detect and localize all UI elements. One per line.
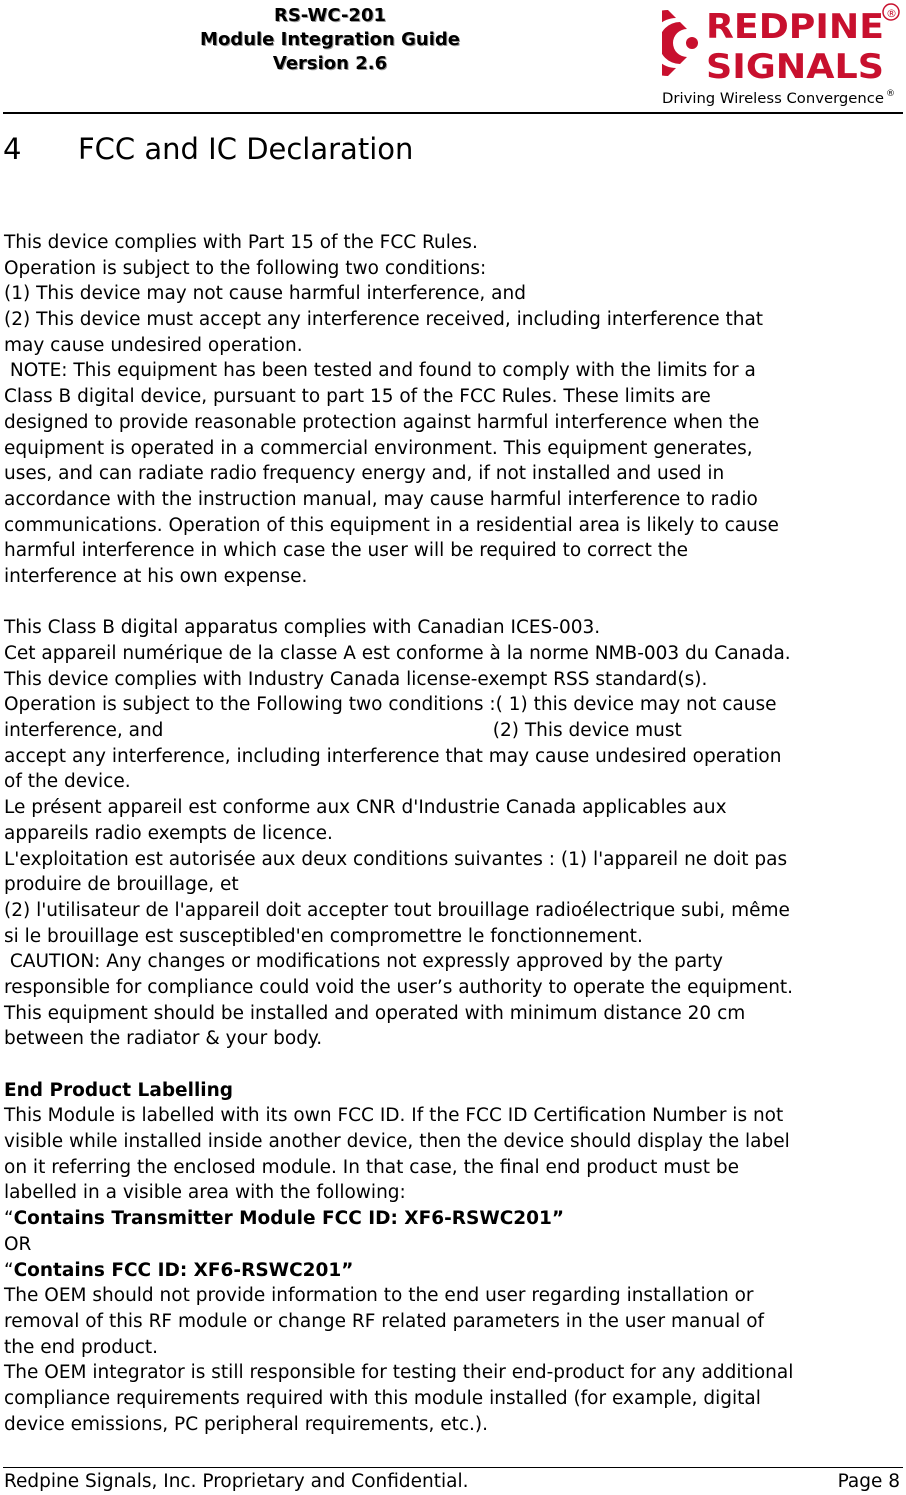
text-line: appareils radio exempts de licence. [4, 822, 333, 844]
text-line: Cet appareil numérique de la classe A est conforme à la norme NMB-003 du Canada. [4, 643, 791, 664]
page-header [0, 0, 906, 116]
text-line: Operation is subject to the Following two conditions :( 1) this device may not cause [4, 694, 777, 716]
text-line: This device complies with Part 15 of the FCC Rules. [4, 232, 478, 253]
text-line: visible while installed inside another device, then the device should display the label [4, 1131, 790, 1153]
text-line: equipment is operated in a commercial environment. This equipment generates, [4, 437, 753, 459]
text-line: Class B digital device, pursuant to part 15 of the FCC Rules. These limits are [4, 386, 711, 408]
text-line: NOTE: This equipment has been tested and found to comply with the limits for a [4, 360, 756, 382]
text-line: may cause undesired operation. [4, 334, 303, 356]
text-line: This device complies with Industry Canada license-exempt RSS standard(s). [4, 668, 708, 690]
text-line: Operation is subject to the following two conditions: [4, 257, 487, 279]
document-title-block [120, 4, 540, 76]
text-line: (2) l'utilisateur de l'appareil doit accepter tout brouillage radioélectrique subi, même [4, 899, 790, 921]
text-line: between the radiator & your body. [4, 1028, 323, 1050]
header-divider [3, 112, 903, 114]
text-line: accordance with the instruction manual, may cause harmful interference to radio [4, 488, 758, 510]
document-version: Version 2.6 [272, 53, 388, 74]
text-line: responsible for compliance could void the user’s authority to operate the equipment. [4, 976, 794, 998]
text-line: compliance requirements required with this module installed (for example, digital [4, 1387, 761, 1409]
text-line: (1) This device may not cause harmful interference, and [4, 283, 526, 305]
logo-tagline: Driving Wireless Convergence [662, 91, 885, 107]
open-quote: “ [4, 1208, 14, 1230]
tagline-registered-mark: ® [886, 89, 895, 99]
section-number: 4 [3, 132, 22, 166]
logo-word-top: REDPINE [706, 7, 884, 47]
fcc-statement [4, 230, 902, 590]
text-line: on it referring the enclosed module. In that case, the final end product must be [4, 1156, 739, 1178]
text-line: uses, and can radiate radio frequency energy and, if not installed and used in [4, 463, 725, 485]
spacer [4, 590, 902, 616]
labelling-heading: End Product Labelling [4, 1079, 234, 1101]
text-line: Le présent appareil est conforme aux CNR d'Industrie Canada applicables aux [4, 797, 727, 819]
redpine-logo [662, 2, 902, 110]
text-line: This Module is labelled with its own FCC ID. If the FCC ID Certification Number is not [4, 1105, 784, 1127]
text-line: interference at his own expense. [4, 565, 308, 587]
text-line: labelled in a visible area with the following: [4, 1182, 406, 1204]
label-text-option-2 [4, 1258, 902, 1284]
document-subtitle: Module Integration Guide [200, 29, 460, 50]
label-text-option-1 [4, 1206, 902, 1232]
text-line: of the device. [4, 771, 131, 793]
text-line: harmful interference in which case the user will be required to correct the [4, 540, 689, 562]
registered-mark: ® [886, 7, 897, 20]
logo-word-bottom: SIGNALS [706, 47, 884, 87]
text-line: L'exploitation est autorisée aux deux conditions suivantes : (1) l'appareil ne doit pas [4, 848, 788, 870]
text-line: The OEM integrator is still responsible for testing their end-product for any additional [4, 1362, 794, 1384]
open-quote: “ [4, 1259, 14, 1281]
labelling-section [4, 1078, 902, 1438]
label-text: Contains Transmitter Module FCC ID: XF6-RSWC201” [13, 1208, 565, 1230]
text-line: CAUTION: Any changes or modifications not expressly approved by the party [4, 951, 723, 973]
text-line: (2) This device must accept any interference received, including interference that [4, 309, 764, 331]
text-line: The OEM should not provide information to the end user regarding installation or [4, 1285, 754, 1307]
text-line: si le brouillage est susceptibled'en compromettre le fonctionnement. [4, 925, 643, 947]
section-title: FCC and IC Declaration [78, 132, 414, 166]
page-number: Page 8 [837, 1471, 900, 1492]
spacer [4, 1052, 902, 1078]
text-line: removal of this RF module or change RF related parameters in the user manual of [4, 1310, 765, 1332]
or-separator: OR [4, 1233, 32, 1255]
text-line: the end product. [4, 1336, 159, 1358]
text-line: designed to provide reasonable protection against harmful interference when the [4, 411, 760, 433]
footer-divider [3, 1467, 903, 1468]
text-line: communications. Operation of this equipment in a residential area is likely to cause [4, 514, 779, 536]
wireless-waves-icon [662, 10, 698, 76]
text-line: This equipment should be installed and operated with minimum distance 20 cm [4, 1002, 746, 1024]
text-line: This Class B digital apparatus complies with Canadian ICES-003. [4, 617, 601, 639]
section-heading [3, 130, 413, 168]
footer-confidential-note: Redpine Signals, Inc. Proprietary and Confidential. [4, 1471, 469, 1492]
label-text: Contains FCC ID: XF6-RSWC201” [13, 1259, 354, 1281]
text-line: accept any interference, including interference that may cause undesired operation [4, 745, 782, 767]
ic-statement [4, 615, 902, 1052]
text-line: device emissions, PC peripheral requirements, etc.). [4, 1413, 489, 1435]
document-title: RS-WC-201 [273, 5, 386, 26]
text-line: produire de brouillage, et [4, 874, 239, 896]
page-body [4, 230, 902, 1437]
text-line: interference, and (2) This device must [4, 720, 682, 742]
